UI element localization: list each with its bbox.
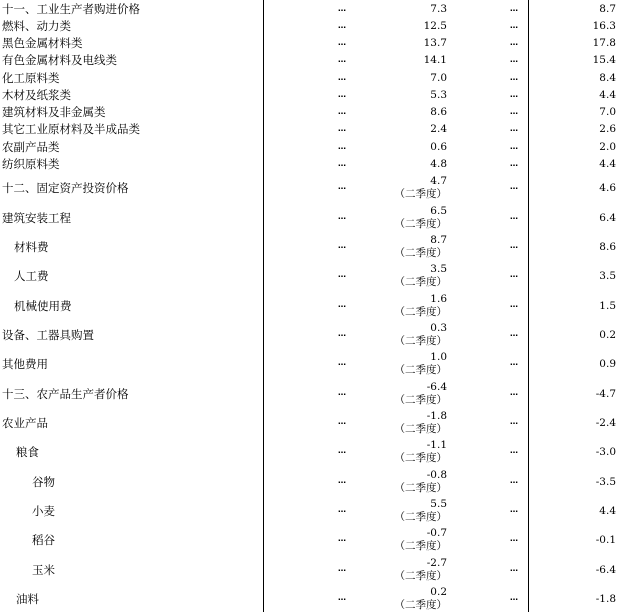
period-note: （二季度） (394, 335, 447, 347)
ellipsis-col1: … (338, 564, 347, 573)
value-col1: 1.6 (430, 293, 447, 305)
value-col1: 8.6 (430, 106, 447, 118)
value-col1: 2.4 (430, 123, 447, 135)
value-col1: 3.5 (430, 263, 447, 275)
ellipsis-col1: … (338, 124, 347, 133)
row-label: 建筑材料及非金属类 (2, 105, 106, 119)
row-label: 谷物 (32, 475, 55, 489)
row-label: 燃料、动力类 (2, 19, 71, 33)
ellipsis-col2: … (510, 417, 519, 426)
ellipsis-col1: … (338, 212, 347, 221)
period-note: （二季度） (394, 218, 447, 230)
table-row (0, 350, 641, 379)
table-row (0, 2, 641, 19)
value-col2: 15.4 (592, 54, 616, 66)
row-label: 化工原料类 (2, 71, 60, 85)
period-note: （二季度） (394, 599, 447, 611)
value-col1: -1.8 (426, 410, 447, 422)
period-note: （二季度） (394, 511, 447, 523)
value-col2: 4.6 (599, 182, 616, 194)
ellipsis-col2: … (510, 300, 519, 309)
value-col2: 8.4 (599, 72, 616, 84)
table-row (0, 19, 641, 36)
ellipsis-col2: … (510, 358, 519, 367)
table-row (0, 321, 641, 350)
value-col2: 7.0 (599, 106, 616, 118)
table-row (0, 88, 641, 105)
row-label: 油料 (16, 592, 39, 606)
ellipsis-col2: … (510, 124, 519, 133)
value-col1: 0.3 (430, 322, 447, 334)
value-col1: -2.7 (426, 557, 447, 569)
row-label: 农副产品类 (2, 140, 60, 154)
row-label: 十二、固定资产投资价格 (2, 181, 129, 195)
row-label: 有色金属材料及电线类 (2, 53, 117, 67)
period-note: （二季度） (394, 188, 447, 200)
ellipsis-col2: … (510, 182, 519, 191)
ellipsis-col1: … (338, 107, 347, 116)
ellipsis-col1: … (338, 593, 347, 602)
ellipsis-col2: … (510, 505, 519, 514)
period-note: （二季度） (394, 423, 447, 435)
ellipsis-col1: … (338, 300, 347, 309)
ellipsis-col2: … (510, 564, 519, 573)
table-row (0, 468, 641, 497)
period-note: （二季度） (394, 276, 447, 288)
value-col1: 14.1 (423, 54, 447, 66)
ellipsis-col2: … (510, 38, 519, 47)
table-row (0, 204, 641, 233)
table-row (0, 105, 641, 122)
period-note: （二季度） (394, 482, 447, 494)
value-col2: 17.8 (592, 37, 616, 49)
value-col1: 4.8 (430, 158, 447, 170)
row-label: 设备、工器具购置 (2, 328, 94, 342)
ellipsis-col2: … (510, 159, 519, 168)
ellipsis-col1: … (338, 38, 347, 47)
ellipsis-col1: … (338, 182, 347, 191)
period-note: （二季度） (394, 452, 447, 464)
value-col2: -2.4 (595, 417, 616, 429)
ellipsis-col2: … (510, 476, 519, 485)
value-col1: 5.5 (430, 498, 447, 510)
value-col2: 6.4 (599, 212, 616, 224)
value-col1: -1.1 (426, 439, 447, 451)
row-label: 小麦 (32, 504, 55, 518)
value-col1: 8.7 (430, 234, 447, 246)
ellipsis-col1: … (338, 142, 347, 151)
table-row (0, 497, 641, 526)
ellipsis-col1: … (338, 505, 347, 514)
ellipsis-col2: … (510, 4, 519, 13)
row-label: 粮食 (16, 445, 39, 459)
value-col2: -4.7 (595, 388, 616, 400)
ellipsis-col2: … (510, 446, 519, 455)
ellipsis-col2: … (510, 107, 519, 116)
value-col1: 6.5 (430, 205, 447, 217)
ellipsis-col2: … (510, 329, 519, 338)
row-label: 机械使用费 (14, 299, 72, 313)
row-label: 材料费 (14, 240, 49, 254)
ellipsis-col1: … (338, 241, 347, 250)
value-col1: 7.0 (430, 72, 447, 84)
ellipsis-col2: … (510, 241, 519, 250)
value-col1: 7.3 (430, 3, 447, 15)
value-col1: 5.3 (430, 89, 447, 101)
ellipsis-col1: … (338, 329, 347, 338)
table-row (0, 585, 641, 614)
row-label: 建筑安装工程 (2, 211, 71, 225)
value-col2: 0.2 (599, 329, 616, 341)
ellipsis-col2: … (510, 21, 519, 30)
value-col1: 13.7 (423, 37, 447, 49)
table-row (0, 526, 641, 555)
value-col1: 12.5 (423, 20, 447, 32)
ellipsis-col1: … (338, 417, 347, 426)
value-col2: 8.6 (599, 241, 616, 253)
ellipsis-col1: … (338, 90, 347, 99)
row-label: 农业产品 (2, 416, 48, 430)
row-label: 其它工业原材料及半成品类 (2, 122, 140, 136)
value-col2: 0.9 (599, 358, 616, 370)
table-row (0, 53, 641, 70)
value-col2: 4.4 (599, 505, 616, 517)
ellipsis-col1: … (338, 4, 347, 13)
table-row (0, 233, 641, 262)
table-row (0, 380, 641, 409)
table-row (0, 556, 641, 585)
ellipsis-col1: … (338, 159, 347, 168)
value-col1: -0.7 (426, 527, 447, 539)
period-note: （二季度） (394, 570, 447, 582)
ellipsis-col2: … (510, 534, 519, 543)
ellipsis-col1: … (338, 73, 347, 82)
value-col2: 1.5 (599, 300, 616, 312)
table-row (0, 36, 641, 53)
ellipsis-col1: … (338, 55, 347, 64)
row-label: 人工费 (14, 269, 49, 283)
ellipsis-col2: … (510, 593, 519, 602)
row-label: 十三、农产品生产者价格 (2, 387, 129, 401)
table-row (0, 140, 641, 157)
period-note: （二季度） (394, 364, 447, 376)
value-col2: -3.0 (595, 446, 616, 458)
value-col2: -6.4 (595, 564, 616, 576)
value-col1: 1.0 (430, 351, 447, 363)
table-row (0, 157, 641, 174)
ellipsis-col2: … (510, 388, 519, 397)
value-col2: -0.1 (595, 534, 616, 546)
table-row (0, 174, 641, 203)
value-col2: 3.5 (599, 270, 616, 282)
table-row (0, 292, 641, 321)
ellipsis-col1: … (338, 21, 347, 30)
ellipsis-col1: … (338, 534, 347, 543)
ellipsis-col2: … (510, 55, 519, 64)
row-label: 稻谷 (32, 533, 55, 547)
period-note: （二季度） (394, 394, 447, 406)
row-label: 黑色金属材料类 (2, 36, 83, 50)
table-row (0, 122, 641, 139)
value-col2: -1.8 (595, 593, 616, 605)
ellipsis-col2: … (510, 270, 519, 279)
row-label: 其他费用 (2, 357, 48, 371)
ellipsis-col1: … (338, 446, 347, 455)
value-col1: -6.4 (426, 381, 447, 393)
row-label: 十一、工业生产者购进价格 (2, 2, 140, 16)
ellipsis-col2: … (510, 142, 519, 151)
value-col2: -3.5 (595, 476, 616, 488)
value-col2: 4.4 (599, 158, 616, 170)
table-row (0, 71, 641, 88)
period-note: （二季度） (394, 247, 447, 259)
ellipsis-col1: … (338, 358, 347, 367)
ellipsis-col2: … (510, 73, 519, 82)
value-col2: 8.7 (599, 3, 616, 15)
value-col1: -0.8 (426, 469, 447, 481)
ellipsis-col2: … (510, 90, 519, 99)
table-row (0, 262, 641, 291)
ellipsis-col1: … (338, 476, 347, 485)
value-col2: 2.0 (599, 141, 616, 153)
row-label: 纺织原料类 (2, 157, 60, 171)
value-col2: 2.6 (599, 123, 616, 135)
value-col1: 0.2 (430, 586, 447, 598)
value-col1: 0.6 (430, 141, 447, 153)
table-row (0, 438, 641, 467)
ellipsis-col1: … (338, 270, 347, 279)
value-col2: 16.3 (592, 20, 616, 32)
period-note: （二季度） (394, 540, 447, 552)
row-label: 木材及纸浆类 (2, 88, 71, 102)
period-note: （二季度） (394, 306, 447, 318)
value-col2: 4.4 (599, 89, 616, 101)
ellipsis-col2: … (510, 212, 519, 221)
table-row (0, 409, 641, 438)
row-label: 玉米 (32, 563, 55, 577)
ellipsis-col1: … (338, 388, 347, 397)
value-col1: 4.7 (430, 175, 447, 187)
